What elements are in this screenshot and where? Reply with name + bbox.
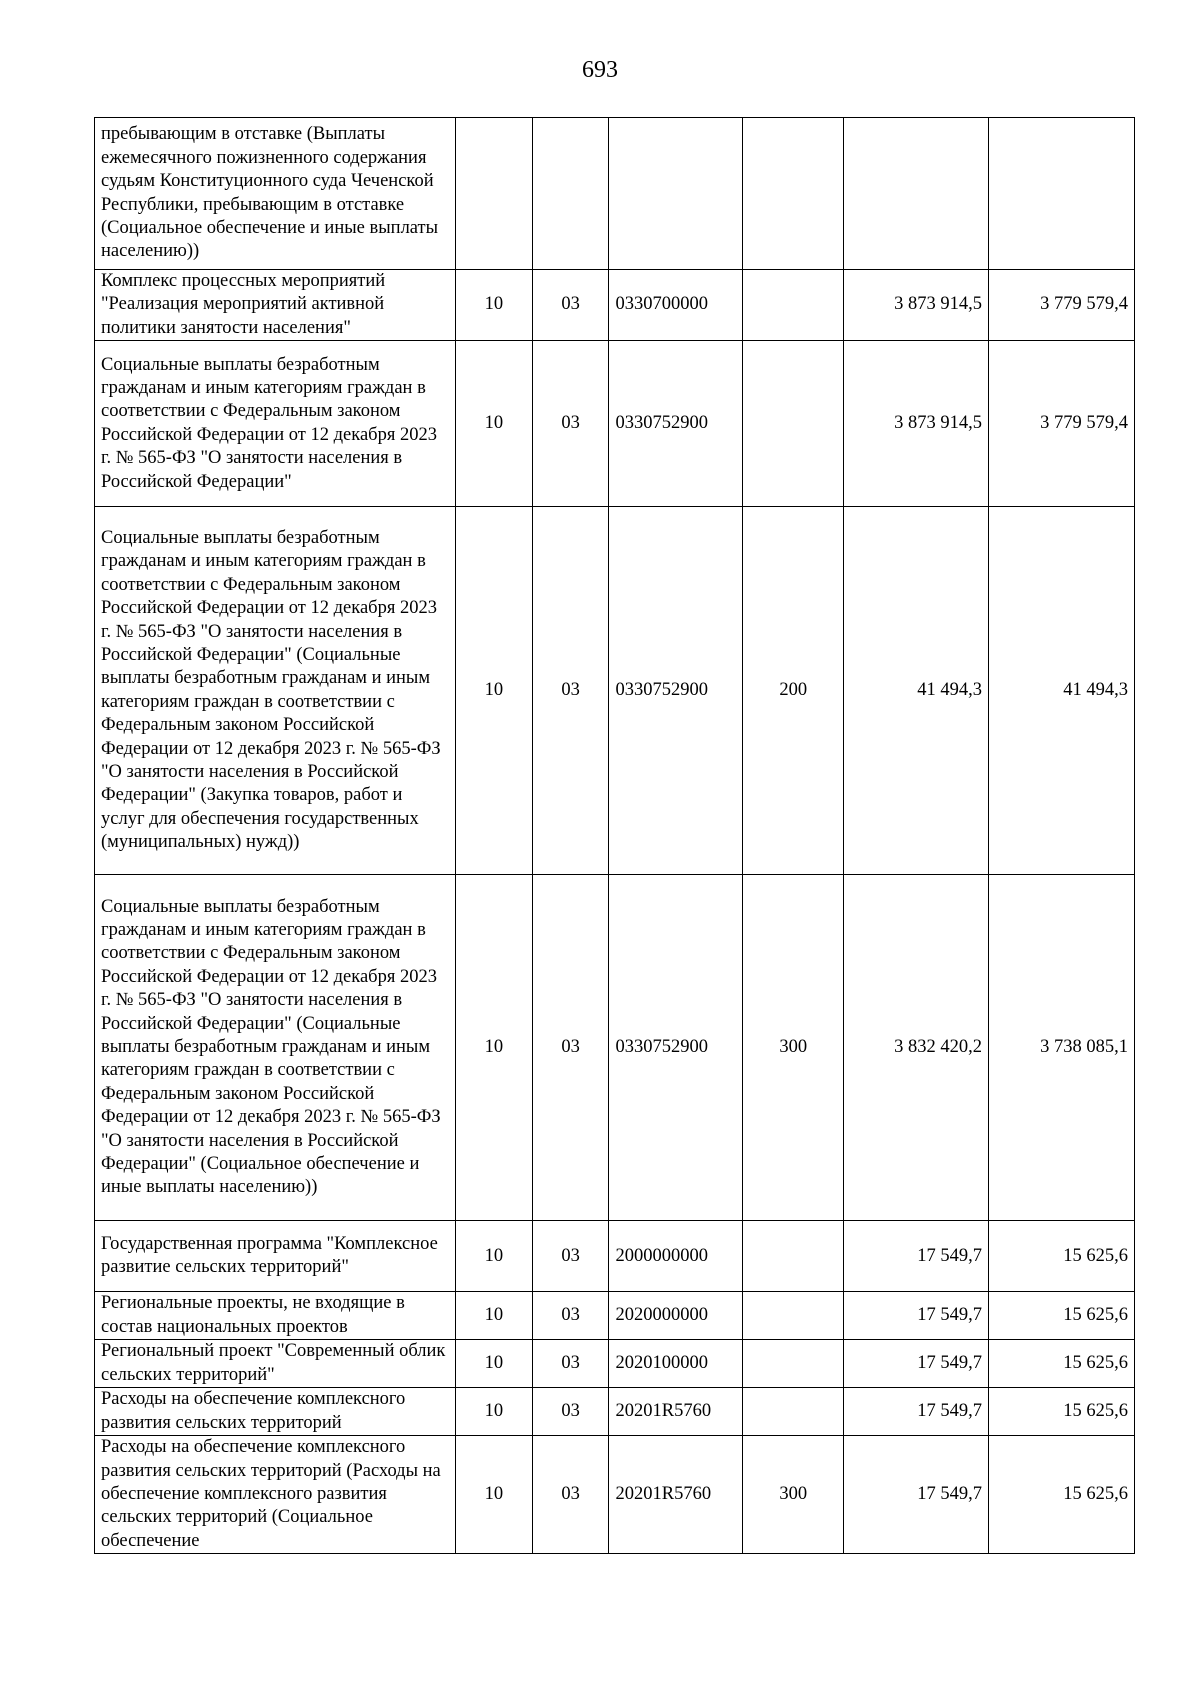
expense-type-cell: 300 xyxy=(743,1436,844,1554)
target-article-cell: 2020000000 xyxy=(609,1292,743,1340)
subsection-code-cell: 03 xyxy=(532,341,609,507)
row-name-cell: Региональный проект "Современный облик сельских территорий" xyxy=(95,1340,456,1388)
sum-year2-cell: 3 779 579,4 xyxy=(989,270,1135,341)
section-code-cell: 10 xyxy=(455,270,532,341)
target-article-cell: 2020100000 xyxy=(609,1340,743,1388)
section-code-cell: 10 xyxy=(455,1340,532,1388)
sum-year2-cell: 41 494,3 xyxy=(989,507,1135,875)
subsection-code-cell: 03 xyxy=(532,507,609,875)
subsection-code-cell: 03 xyxy=(532,270,609,341)
target-article-cell: 20201R5760 xyxy=(609,1388,743,1436)
sum-year1-cell: 17 549,7 xyxy=(844,1221,989,1292)
expense-type-cell: 300 xyxy=(743,875,844,1221)
page-number: 693 xyxy=(582,57,618,83)
sum-year2-cell: 15 625,6 xyxy=(989,1292,1135,1340)
row-name-cell: Социальные выплаты безработным гражданам и иным категориям граждан в соответствии с Федеральным законом Российской Федерации от 12 декабря 2023 г. № 565-ФЗ "О занятости населения в Российской Федерации" (Социальные выплаты безработным гражданам и иным категориям граждан в соответствии с Федеральным законом Российской Федерации от 12 декабря 2023 г. № 565-ФЗ "О занятости населения в Российской Федерации" (Социальное обеспечение и иные выплаты населению)) xyxy=(95,875,456,1221)
row-name-cell: пребывающим в отставке (Выплаты ежемесячного пожизненного содержания судьям Конституционного суда Чеченской Республики, пребывающим в отставке (Социальное обеспечение и иные выплаты населению)) xyxy=(95,118,456,270)
section-code-cell: 10 xyxy=(455,341,532,507)
row-name-cell: Комплекс процессных мероприятий "Реализация мероприятий активной политики занятости населения" xyxy=(95,270,456,341)
target-article-cell: 2000000000 xyxy=(609,1221,743,1292)
table-row xyxy=(95,1340,1135,1388)
expense-type-cell xyxy=(743,341,844,507)
expense-type-cell xyxy=(743,1292,844,1340)
subsection-code-cell: 03 xyxy=(532,1340,609,1388)
sum-year2-cell: 3 738 085,1 xyxy=(989,875,1135,1221)
sum-year2-cell: 15 625,6 xyxy=(989,1221,1135,1292)
section-code-cell: 10 xyxy=(455,1221,532,1292)
sum-year1-cell: 3 832 420,2 xyxy=(844,875,989,1221)
sum-year2-cell xyxy=(989,118,1135,270)
section-code-cell: 10 xyxy=(455,1436,532,1554)
target-article-cell: 0330700000 xyxy=(609,270,743,341)
expense-type-cell: 200 xyxy=(743,507,844,875)
subsection-code-cell: 03 xyxy=(532,1388,609,1436)
sum-year1-cell: 17 549,7 xyxy=(844,1436,989,1554)
row-name-cell: Социальные выплаты безработным гражданам и иным категориям граждан в соответствии с Федеральным законом Российской Федерации от 12 декабря 2023 г. № 565-ФЗ "О занятости населения в Российской Федерации" (Социальные выплаты безработным гражданам и иным категориям граждан в соответствии с Федеральным законом Российской Федерации от 12 декабря 2023 г. № 565-ФЗ "О занятости населения в Российской Федерации" (Закупка товаров, работ и услуг для обеспечения государственных (муниципальных) нужд)) xyxy=(95,507,456,875)
sum-year1-cell xyxy=(844,118,989,270)
target-article-cell xyxy=(609,118,743,270)
sum-year1-cell: 3 873 914,5 xyxy=(844,270,989,341)
sum-year2-cell: 15 625,6 xyxy=(989,1388,1135,1436)
sum-year2-cell: 15 625,6 xyxy=(989,1436,1135,1554)
table-row xyxy=(95,875,1135,1221)
table-row xyxy=(95,341,1135,507)
expense-type-cell xyxy=(743,1388,844,1436)
row-name-cell: Социальные выплаты безработным гражданам и иным категориям граждан в соответствии с Федеральным законом Российской Федерации от 12 декабря 2023 г. № 565-ФЗ "О занятости населения в Российской Федерации" xyxy=(95,341,456,507)
table-row xyxy=(95,1436,1135,1554)
table-row xyxy=(95,1292,1135,1340)
expense-type-cell xyxy=(743,270,844,341)
sum-year2-cell: 15 625,6 xyxy=(989,1340,1135,1388)
subsection-code-cell: 03 xyxy=(532,1436,609,1554)
table-row xyxy=(95,1221,1135,1292)
subsection-code-cell xyxy=(532,118,609,270)
section-code-cell: 10 xyxy=(455,1292,532,1340)
sum-year1-cell: 17 549,7 xyxy=(844,1388,989,1436)
row-name-cell: Государственная программа "Комплексное развитие сельских территорий" xyxy=(95,1221,456,1292)
expense-type-cell xyxy=(743,1221,844,1292)
target-article-cell: 0330752900 xyxy=(609,507,743,875)
subsection-code-cell: 03 xyxy=(532,1221,609,1292)
section-code-cell xyxy=(455,118,532,270)
table-row xyxy=(95,1388,1135,1436)
subsection-code-cell: 03 xyxy=(532,1292,609,1340)
sum-year2-cell: 3 779 579,4 xyxy=(989,341,1135,507)
sum-year1-cell: 17 549,7 xyxy=(844,1340,989,1388)
target-article-cell: 20201R5760 xyxy=(609,1436,743,1554)
row-name-cell: Расходы на обеспечение комплексного развития сельских территорий (Расходы на обеспечение комплексного развития сельских территорий (Социальное обеспечение xyxy=(95,1436,456,1554)
sum-year1-cell: 3 873 914,5 xyxy=(844,341,989,507)
section-code-cell: 10 xyxy=(455,1388,532,1436)
target-article-cell: 0330752900 xyxy=(609,875,743,1221)
sum-year1-cell: 41 494,3 xyxy=(844,507,989,875)
row-name-cell: Региональные проекты, не входящие в состав национальных проектов xyxy=(95,1292,456,1340)
sum-year1-cell: 17 549,7 xyxy=(844,1292,989,1340)
subsection-code-cell: 03 xyxy=(532,875,609,1221)
table-row xyxy=(95,507,1135,875)
table-row xyxy=(95,270,1135,341)
table-row xyxy=(95,118,1135,270)
row-name-cell: Расходы на обеспечение комплексного развития сельских территорий xyxy=(95,1388,456,1436)
expense-type-cell xyxy=(743,1340,844,1388)
expense-type-cell xyxy=(743,118,844,270)
budget-table xyxy=(94,117,1135,1554)
section-code-cell: 10 xyxy=(455,507,532,875)
target-article-cell: 0330752900 xyxy=(609,341,743,507)
section-code-cell: 10 xyxy=(455,875,532,1221)
